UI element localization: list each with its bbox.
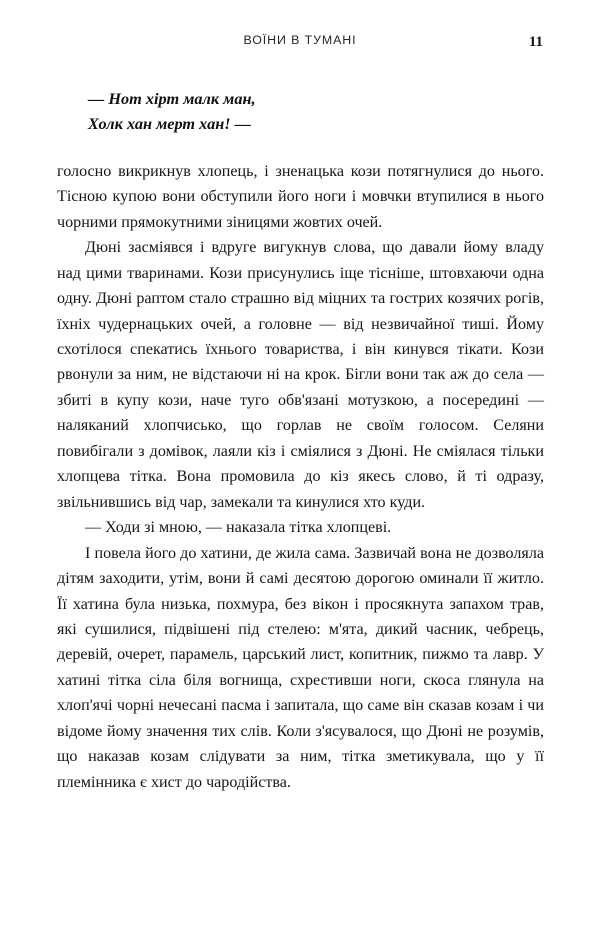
epigraph [57, 86, 544, 137]
running-head [57, 33, 543, 53]
text-block [57, 86, 544, 795]
epigraph-line: Холк хан мерт хан! — [88, 114, 251, 134]
body-paragraph: І повела його до хатини, де жила сама. Зазвичай вона не дозволяла дітям заходити, утім, вони й самі десятою дорогою оминали її житло. Її хатина була низька, похмура, без вікон і просякнута запахом трав, які сушилися, підвішені під стелею: м'ята, дикий часник, чебрець, деревій, очерет, парамель, царський лист, копитник, пижмо та лавр. У хатині тітка сіла біля вогнища, схрестивши ноги, скоса глянула на хлоп'ячі чорні нечесані пасма і запитала, що саме він сказав козам і чи відоме йому значення тих слів. Коли з'ясувалося, що Дюні не розумів, що наказав козам слідувати за ним, тітка зметикувала, що у її племінника є хист до чародійства. [57, 544, 544, 791]
running-head-title: ВОЇНИ В ТУМАНІ [243, 33, 357, 47]
page-number: 11 [528, 34, 543, 50]
dialogue-paragraph: — Ходи зі мною, — наказала тітка хлопцеві. [85, 519, 392, 537]
body-paragraph: голосно викрикнув хлопець, і зненацька кози потягнулися до нього. Тісною купою вони обступили його ноги і мовчки втупилися в нього чорними прямокутними зіницями жовтих очей. [57, 162, 544, 231]
epigraph-line: — Нот хірт малк ман, [88, 89, 256, 108]
body-paragraph: Дюні засміявся і вдруге вигукнув слова, що давали йому владу над цими тваринами. Кози присунулись іще тісніше, штовхаючи одна одну. Дюні раптом стало страшно від міцних та гострих козячих рогів, їхніх чудернацьких очей, а головне — від незвичайної тиші. Йому схотілося спекатись їхнього товариства, і він кинувся тікати. Кози рвонули за ним, не відстаючи ні на крок. Бігли вони так аж до села — збиті в купу кози, наче туго обв'язані мотузкою, а посередині — наляканий хлопчисько, що горлав не своїм голосом. Селяни повибігали з домівок, лаяли кіз і сміялися з Дюні. Не сміялася тільки хлопцева тітка. Вона промовила до кіз якесь слово, й ті одразу, звільнившись від чар, замекали та кинулися хто куди. [57, 239, 544, 511]
